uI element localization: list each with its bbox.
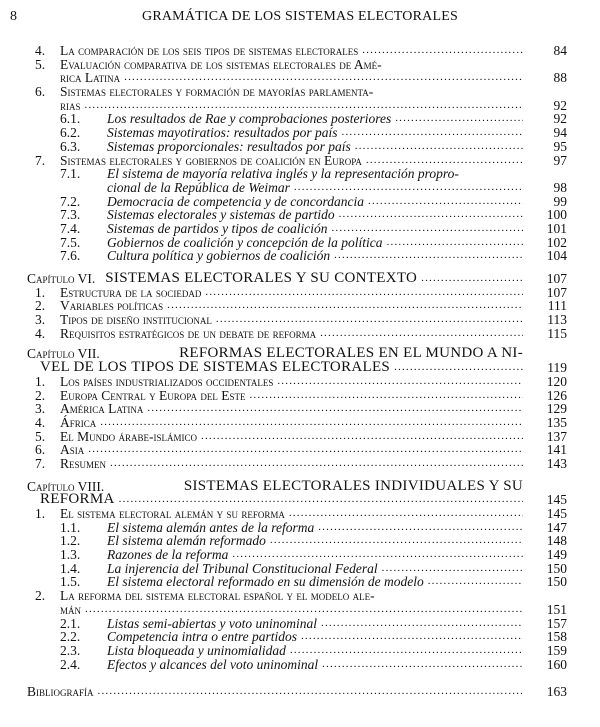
toc-entry[interactable] [0, 507, 600, 521]
toc-line [0, 548, 600, 562]
entry-number: 3. [35, 312, 46, 328]
entry-title-text: La comparación de los seis tipos de sistemas electorales [60, 43, 359, 58]
toc-line [0, 181, 600, 195]
entry-title-text: El Mundo árabe-islámico [60, 428, 197, 444]
toc-entry[interactable] [0, 222, 600, 236]
entry-title [60, 71, 523, 85]
entry-title-text: Bibliografía [27, 684, 94, 700]
page-ref: 150 [546, 574, 567, 590]
entry-title-text: mán [60, 601, 82, 617]
entry-number: 2.4. [60, 656, 81, 672]
toc-line [0, 126, 600, 140]
entry-number: 7. [35, 152, 46, 168]
page-ref: 100 [546, 207, 567, 223]
entry-title-text: Listas semi-abiertas y voto uninominal [107, 615, 317, 631]
dot-leader [124, 71, 523, 85]
dot-leader [395, 112, 523, 126]
toc-line [0, 195, 600, 209]
dot-leader [98, 685, 523, 699]
entry-number: 1.5. [60, 574, 81, 590]
toc-entry[interactable] [0, 375, 600, 389]
entry-title-text: rica Latina [60, 70, 121, 86]
page-ref: 84 [553, 43, 567, 58]
toc-entry[interactable] [0, 548, 600, 562]
toc-line [0, 154, 600, 168]
dot-leader [320, 327, 523, 341]
toc-entry[interactable] [0, 562, 600, 576]
entry-title-text: Sistemas proporcionales: resultados por país [107, 138, 351, 154]
dot-leader [428, 575, 523, 589]
dot-leader [201, 430, 523, 444]
dot-leader [355, 140, 523, 154]
entry-title [107, 630, 523, 644]
page-ref: 120 [546, 373, 567, 389]
page-ref: 126 [546, 387, 567, 403]
entry-number: 1. [35, 284, 46, 300]
entry-title-text: VEL DE LOS TIPOS DE SISTEMAS ELECTORALES [40, 359, 391, 376]
entry-title-text: Variables políticas [60, 298, 164, 314]
dot-leader [362, 44, 523, 58]
page-ref: 159 [546, 642, 567, 658]
dot-leader [387, 236, 523, 250]
toc-line [0, 389, 600, 403]
entry-title [27, 685, 523, 699]
entry-number: 1. [35, 506, 46, 521]
toc-line [0, 644, 600, 658]
entry-title [60, 402, 523, 416]
toc-entry[interactable] [0, 249, 600, 263]
entry-number: 4. [35, 414, 46, 430]
entry-number: 1.4. [60, 560, 81, 576]
entry-title-text: Gobiernos de coalición y concepción de la política [107, 234, 383, 250]
dot-leader [334, 249, 523, 263]
toc-entry[interactable] [0, 589, 600, 616]
toc-entry[interactable] [0, 58, 600, 85]
entry-number: 6.2. [60, 125, 81, 141]
page-ref: 113 [547, 312, 567, 328]
entry-number: 2. [35, 387, 46, 403]
entry-title [107, 534, 523, 548]
toc-entry[interactable] [0, 389, 600, 403]
toc-line [0, 112, 600, 126]
page-ref: 145 [546, 492, 567, 508]
toc-line [0, 617, 600, 631]
entry-title-text: Sistemas electorales y formación de mayorías parlamenta- [60, 84, 374, 100]
entry-title [107, 195, 523, 209]
toc-line [0, 457, 600, 471]
dot-leader [342, 126, 523, 140]
page-ref: 111 [547, 298, 567, 314]
page-ref: 143 [546, 455, 567, 471]
entry-number: 2.3. [60, 642, 81, 658]
dot-leader [331, 222, 523, 236]
entry-title-text: SISTEMAS ELECTORALES INDIVIDUALES Y SU [183, 477, 523, 494]
page-ref: 97 [553, 152, 567, 168]
dot-leader [205, 286, 523, 300]
entry-title [60, 58, 523, 72]
entry-title-text: Los resultados de Rae y comprobaciones posteriores [107, 111, 392, 127]
dot-leader [318, 521, 523, 535]
page-number: 8 [10, 9, 17, 24]
toc-line [0, 562, 600, 576]
dot-leader [270, 534, 523, 548]
entry-title [60, 85, 523, 99]
section-spacer [0, 671, 600, 685]
entry-title [107, 167, 523, 181]
toc-entry[interactable] [0, 521, 600, 535]
toc-entry[interactable] [0, 44, 600, 58]
page-ref: 107 [546, 284, 567, 300]
page-ref: 148 [546, 533, 567, 549]
dot-leader [232, 548, 523, 562]
entry-title [60, 589, 523, 603]
entry-number: 1. [35, 373, 46, 389]
toc-line [0, 236, 600, 250]
toc-line [0, 272, 600, 286]
page-ref: 141 [546, 442, 567, 458]
entry-title [60, 44, 523, 58]
toc-entry[interactable] [0, 630, 600, 644]
dot-leader [277, 375, 523, 389]
toc-entry[interactable] [0, 154, 600, 168]
toc-line [0, 443, 600, 457]
toc-line [0, 575, 600, 589]
toc-entry[interactable] [0, 430, 600, 444]
page-ref: 151 [546, 601, 567, 617]
entry-title-text: cional de la República de Weimar [107, 179, 290, 195]
toc-line [0, 99, 600, 113]
entry-number: 1.2. [60, 533, 81, 549]
entry-number: 7.1. [60, 166, 81, 182]
entry-title [40, 493, 523, 507]
toc-chapter-entry[interactable] [0, 347, 600, 374]
entry-number: 2. [35, 298, 46, 314]
toc-entry[interactable] [0, 402, 600, 416]
page-ref: 88 [553, 70, 567, 86]
entry-number: 3. [35, 401, 46, 417]
dot-leader [249, 389, 523, 403]
toc-line [0, 507, 600, 521]
entry-title [107, 236, 523, 250]
entry-title [60, 443, 523, 457]
toc-line [0, 361, 600, 375]
toc-line [0, 167, 600, 181]
entry-title-text: Sistemas mayotiratios: resultados por país [107, 125, 338, 141]
dot-leader [289, 507, 523, 521]
entry-title-text: SISTEMAS ELECTORALES Y SU CONTEXTO [105, 270, 418, 286]
toc-line [0, 327, 600, 341]
page-ref: 147 [546, 519, 567, 535]
toc-entry[interactable] [0, 140, 600, 154]
page-ref: 157 [546, 615, 567, 631]
entry-title-text: Sistemas electorales y gobiernos de coalición en Europa [60, 152, 362, 168]
toc-entry[interactable] [0, 443, 600, 457]
dot-leader [322, 658, 523, 672]
table-of-contents [0, 44, 600, 699]
toc-line [0, 685, 600, 699]
entry-title-text: Asia [60, 442, 85, 458]
page-ref: 94 [553, 125, 567, 141]
entry-number: 6.3. [60, 138, 81, 154]
entry-number: 7.3. [60, 207, 81, 223]
entry-number: 5. [35, 428, 46, 444]
entry-title [107, 562, 523, 576]
entry-title [60, 430, 523, 444]
entry-title [107, 548, 523, 562]
chapter-label: Capítulo VI. [27, 271, 96, 286]
toc-entry[interactable] [0, 327, 600, 341]
dot-leader [147, 402, 523, 416]
dot-leader [339, 208, 523, 222]
toc-line [0, 521, 600, 535]
toc-line [0, 534, 600, 548]
page-ref: 158 [546, 629, 567, 645]
entry-title-text: REFORMA [40, 491, 115, 508]
entry-title-text: Competencia intra o entre partidos [107, 629, 297, 645]
toc-line [0, 140, 600, 154]
page-ref: 145 [546, 506, 567, 521]
toc-entry[interactable] [0, 299, 600, 313]
entry-number: 4. [35, 325, 46, 341]
entry-title [60, 457, 523, 471]
entry-title-text: REFORMAS ELECTORALES EN EL MUNDO A NI- [179, 345, 523, 362]
toc-entry[interactable] [0, 575, 600, 589]
entry-title [107, 658, 523, 672]
toc-line [0, 208, 600, 222]
entry-number: 2. [35, 588, 46, 604]
entry-number: 7.2. [60, 193, 81, 209]
toc-line [0, 71, 600, 85]
toc-entry[interactable] [0, 457, 600, 471]
entry-title-text: La reforma del sistema electoral español y el modelo ale- [60, 588, 375, 604]
entry-title-text: África [60, 414, 97, 430]
toc-entry[interactable] [0, 286, 600, 300]
entry-title [60, 99, 523, 113]
entry-number: 7.5. [60, 234, 81, 250]
running-title: GRAMÁTICA DE LOS SISTEMAS ELECTORALES [142, 9, 458, 24]
dot-leader [290, 644, 523, 658]
entry-title-text: Resumen [60, 455, 107, 471]
entry-number: 1.1. [60, 519, 81, 535]
toc-line [0, 58, 600, 72]
entry-title-text: Efectos y alcances del voto uninominal [107, 656, 319, 672]
page-ref: 107 [546, 271, 567, 286]
entry-title [107, 140, 523, 154]
dot-leader [294, 181, 523, 195]
toc-entry[interactable] [0, 685, 600, 699]
entry-title [107, 222, 523, 236]
dot-leader [301, 630, 523, 644]
dot-leader [85, 603, 523, 617]
entry-number: 2.2. [60, 629, 81, 645]
chapter-label: Capítulo VIII. [27, 478, 105, 494]
page-ref: 137 [546, 428, 567, 444]
entry-title-text: Tipos de diseño institucional [60, 312, 212, 328]
entry-number: 5. [35, 56, 46, 72]
page-ref: 92 [553, 111, 567, 127]
page-ref: 149 [546, 547, 567, 563]
entry-number: 6. [35, 84, 46, 100]
toc-line [0, 85, 600, 99]
toc-line [0, 313, 600, 327]
toc-entry[interactable] [0, 85, 600, 112]
entry-title-text: El sistema electoral alemán y su reforma [60, 506, 285, 521]
page-ref: 119 [547, 360, 567, 376]
toc-entry[interactable] [0, 534, 600, 548]
toc-line [0, 286, 600, 300]
page-ref: 95 [553, 138, 567, 154]
entry-title [27, 272, 523, 286]
toc-line [0, 375, 600, 389]
toc-entry[interactable] [0, 236, 600, 250]
entry-number: 1.3. [60, 547, 81, 563]
toc-entry[interactable] [0, 126, 600, 140]
entry-title [60, 507, 523, 521]
toc-entry[interactable] [0, 313, 600, 327]
entry-title [107, 249, 523, 263]
entry-title [40, 361, 523, 375]
entry-number: 7.4. [60, 220, 81, 236]
entry-title [60, 299, 523, 313]
dot-leader [366, 154, 523, 168]
toc-entry[interactable] [0, 617, 600, 631]
page-ref: 129 [546, 401, 567, 417]
toc-entry[interactable] [0, 195, 600, 209]
entry-title-text: Evaluación comparativa de los sistemas electorales de Amé- [60, 56, 382, 72]
entry-number: 2.1. [60, 615, 81, 631]
entry-title-text: Estructura de la sociedad [60, 284, 202, 300]
dot-leader [167, 299, 523, 313]
toc-chapter-entry[interactable] [0, 477, 600, 508]
dot-leader [88, 443, 523, 457]
toc-line [0, 44, 600, 58]
entry-title-text: La injerencia del Tribunal Constitucional Federal [107, 560, 378, 576]
toc-chapter-entry[interactable] [0, 272, 600, 286]
toc-line [0, 493, 600, 507]
entry-title [107, 521, 523, 535]
toc-entry[interactable] [0, 644, 600, 658]
entry-title-text: rias [60, 97, 81, 113]
entry-title [60, 286, 523, 300]
entry-number: 7. [35, 455, 46, 471]
entry-title [107, 208, 523, 222]
toc-line [0, 589, 600, 603]
dot-leader [119, 493, 523, 507]
page-ref: 150 [546, 560, 567, 576]
entry-title-text: El sistema de mayoría relativa inglés y la representación propro- [107, 166, 459, 182]
toc-entry[interactable] [0, 208, 600, 222]
entry-title [107, 126, 523, 140]
entry-title [107, 575, 523, 589]
entry-title-text: Sistemas electorales y sistemas de partido [107, 207, 335, 223]
page-ref: 163 [546, 684, 567, 700]
entry-title [60, 154, 523, 168]
dot-leader [421, 272, 523, 286]
entry-title-text: Los países industrializados occidentales [60, 373, 274, 389]
entry-title-text: Democracia de competencia y de concordancia [107, 193, 365, 209]
entry-title [60, 603, 523, 617]
toc-line [0, 222, 600, 236]
entry-title-text: Sistemas de partidos y tipos de coalición [107, 220, 328, 236]
entry-title [60, 327, 523, 341]
dot-leader [382, 562, 523, 576]
entry-title [60, 389, 523, 403]
toc-entry[interactable] [0, 112, 600, 126]
dot-leader [110, 457, 523, 471]
entry-title-text: El sistema alemán antes de la reforma [107, 519, 315, 535]
page-ref: 160 [546, 656, 567, 672]
dot-leader [321, 617, 523, 631]
page-ref: 115 [547, 325, 567, 341]
chapter-label: Capítulo VII. [27, 346, 100, 362]
toc-line [0, 658, 600, 672]
entry-number: 6.1. [60, 111, 81, 127]
toc-line [0, 630, 600, 644]
dot-leader [394, 361, 523, 375]
page-ref: 99 [553, 193, 567, 209]
entry-title-text: Europa Central y Europa del Este [60, 387, 246, 403]
page-ref: 102 [546, 234, 567, 250]
entry-title-text: Razones de la reforma [107, 547, 229, 563]
page-ref: 92 [553, 97, 567, 113]
toc-line [0, 603, 600, 617]
dot-leader [216, 313, 523, 327]
entry-title-text: Requisitos estratégicos de un debate de reforma [60, 325, 317, 341]
entry-number: 6. [35, 442, 46, 458]
toc-line [0, 416, 600, 430]
dot-leader [100, 416, 523, 430]
toc-line [0, 299, 600, 313]
entry-title-text: América Latina [60, 401, 144, 417]
entry-title-text: El sistema electoral reformado en su dimensión de modelo [107, 574, 424, 590]
dot-leader [368, 195, 523, 209]
toc-line [0, 249, 600, 263]
entry-title [107, 181, 523, 195]
entry-title [60, 416, 523, 430]
toc-line [0, 430, 600, 444]
entry-number: 7.6. [60, 248, 81, 264]
toc-entry[interactable] [0, 658, 600, 672]
entry-title [60, 375, 523, 389]
entry-title-text: Lista bloqueada y uninomialidad [107, 642, 286, 658]
entry-title [107, 617, 523, 631]
entry-number: 4. [35, 43, 46, 58]
entry-title-text: El sistema alemán reformado [107, 533, 266, 549]
entry-title [60, 313, 523, 327]
page-ref: 101 [546, 220, 567, 236]
toc-entry[interactable] [0, 416, 600, 430]
entry-title-text: Cultura política y gobiernos de coalición [107, 248, 331, 264]
toc-entry[interactable] [0, 167, 600, 194]
page-ref: 135 [546, 414, 567, 430]
page-ref: 98 [553, 179, 567, 195]
entry-title [107, 644, 523, 658]
entry-title [107, 112, 523, 126]
toc-line [0, 402, 600, 416]
page-ref: 104 [546, 248, 567, 264]
dot-leader [85, 99, 523, 113]
